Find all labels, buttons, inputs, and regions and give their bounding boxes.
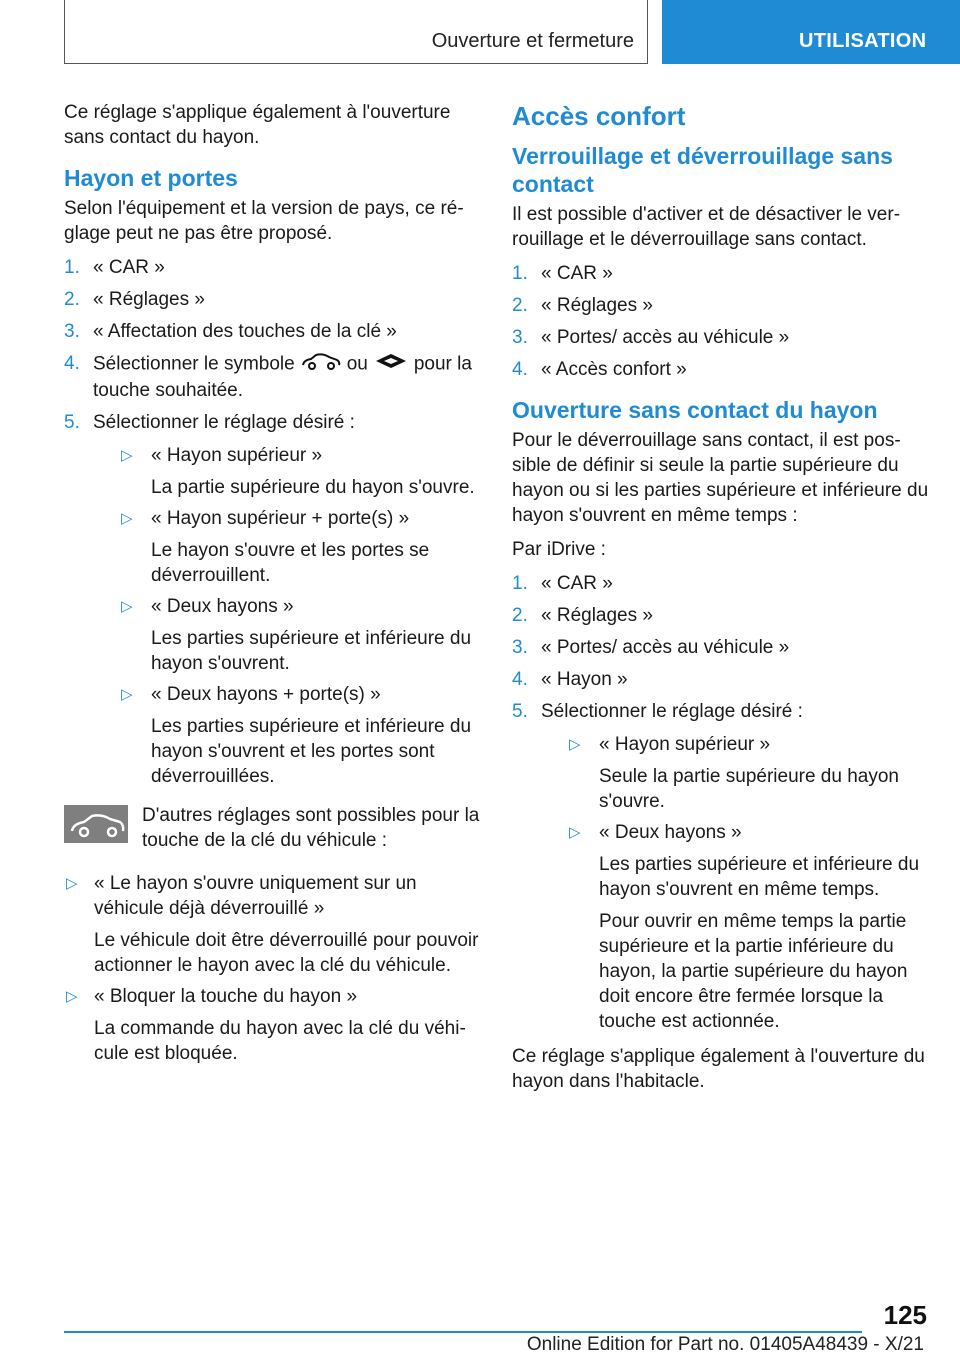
- ouverture-desc: Pour le déverrouillage sans contact, il est possible de définir si seule la partie supérieure du hayon ou si les parties supérieure et inférieure du hayon s'ouvrent en même temps :: [512, 430, 929, 526]
- step-number: 2.: [512, 605, 528, 626]
- step-text: « Accès confort »: [541, 359, 687, 380]
- step-number: 3.: [64, 321, 80, 342]
- option-desc-extra: Pour ouvrir en même temps la partie supérieure et la partie inférieure du hayon, la partie supérieure du hayon doit encore être fermée lorsque la touche est actionnée.: [599, 911, 908, 1032]
- step-item: [512, 357, 930, 382]
- step-item: [512, 603, 930, 628]
- option-item: [64, 984, 482, 1066]
- heading-desc: Selon l'équipement et la version de pays, ce réglage peut ne pas être proposé.: [64, 198, 464, 244]
- triangle-bullet-icon: ▷: [569, 824, 581, 841]
- footer-edition: Online Edition for Part no. 01405A48439 - X/21: [526, 1334, 924, 1355]
- step-item: [64, 319, 482, 344]
- step-item: [512, 571, 930, 596]
- step-text: « Portes/ accès au véhicule »: [541, 637, 790, 658]
- steps-list-2: [512, 571, 930, 1034]
- step-number: 1.: [64, 257, 80, 278]
- closing-text: Ce réglage s'applique également à l'ouverture du hayon dans l'habitacle.: [512, 1046, 925, 1092]
- step-item: [512, 667, 930, 692]
- option-item: [93, 443, 482, 500]
- step-number: 3.: [512, 327, 528, 348]
- steps-list: [64, 255, 482, 789]
- triangle-bullet-icon: ▷: [569, 736, 581, 753]
- step-number: 1.: [512, 573, 528, 594]
- page-number: 125: [883, 1300, 927, 1330]
- option-desc: Les parties supérieure et inférieure du hayon s'ouvrent.: [151, 628, 472, 674]
- intro-text: Ce réglage s'applique également à l'ouverture sans contact du hayon.: [64, 102, 451, 148]
- car-info-icon: [64, 805, 128, 843]
- step-text: « Affectation des touches de la clé »: [93, 321, 397, 342]
- header-tab-label: UTILISATION: [799, 30, 927, 52]
- step-text: Sélectionner le symbole: [93, 353, 295, 375]
- step-text: « CAR »: [93, 257, 165, 278]
- option-item: [541, 732, 930, 814]
- option-title: « Hayon supérieur »: [599, 734, 771, 755]
- step-item: [512, 325, 930, 350]
- footer-divider: [64, 1331, 862, 1333]
- step-text: « Réglages »: [541, 295, 653, 316]
- step-text-or: ou: [346, 353, 368, 375]
- option-desc: Seule la partie supérieure du hayon s'ouvre.: [599, 766, 899, 812]
- step-item: [512, 293, 930, 318]
- option-title: « Hayon supérieur + porte(s) »: [151, 508, 410, 529]
- option-item: [93, 594, 482, 676]
- option-title: « Deux hayons »: [599, 822, 742, 843]
- option-desc: Les parties supérieure et inférieure du hayon s'ouvrent en même temps.: [599, 854, 920, 900]
- verrouillage-desc: Il est possible d'activer et de désactiver le verrouillage et le déverrouillage sans contact.: [512, 204, 901, 250]
- option-desc: La commande du hayon avec la clé du véhicule est bloquée.: [94, 1018, 466, 1064]
- step-item: [64, 410, 482, 789]
- step-number: 2.: [64, 289, 80, 310]
- step-text: « Portes/ accès au véhicule »: [541, 327, 790, 348]
- step-number: 3.: [512, 637, 528, 658]
- option-desc: Les parties supérieure et inférieure du hayon s'ouvrent et les portes sont déverrouillées.: [151, 716, 472, 787]
- option-desc: Le hayon s'ouvre et les portes se déverrouillent.: [151, 540, 430, 586]
- via-idrive: Par iDrive :: [512, 539, 606, 560]
- steps-list-1: [512, 261, 930, 382]
- triangle-bullet-icon: ▷: [121, 598, 133, 615]
- header-tab: [662, 0, 960, 64]
- option-item: [64, 871, 482, 978]
- step-text: Sélectionner le réglage désiré :: [541, 701, 803, 722]
- step-item: [64, 351, 482, 403]
- heading-ouverture-hayon: Ouverture sans contact du hayon: [512, 397, 878, 423]
- step-text: « CAR »: [541, 573, 613, 594]
- triangle-bullet-icon: ▷: [66, 875, 78, 892]
- step-item: [512, 635, 930, 660]
- step-text: « CAR »: [541, 263, 613, 284]
- option-item: [93, 506, 482, 588]
- options-list: [93, 443, 482, 789]
- triangle-bullet-icon: ▷: [66, 988, 78, 1005]
- step-text-end: pour la touche souhaitée.: [93, 353, 472, 401]
- triangle-bullet-icon: ▷: [121, 686, 133, 703]
- step-item: [512, 699, 930, 1034]
- option-desc: Le véhicule doit être déverrouillé pour pouvoir actionner le hayon avec la clé du véhicule.: [94, 930, 479, 976]
- triangle-bullet-icon: ▷: [121, 447, 133, 464]
- option-title: « Bloquer la touche du hayon »: [94, 986, 358, 1007]
- option-item: [93, 682, 482, 789]
- options-list: [541, 732, 930, 1034]
- step-number: 4.: [64, 353, 80, 374]
- key-button-icon: [374, 352, 408, 377]
- option-title: « Le hayon s'ouvre uniquement sur un véhicule déjà déverrouillé »: [94, 873, 417, 919]
- note-text: D'autres réglages sont possibles pour la touche de la clé du véhicule :: [142, 805, 480, 851]
- option-title: « Deux hayons »: [151, 596, 294, 617]
- step-number: 4.: [512, 669, 528, 690]
- step-number: 5.: [512, 701, 528, 722]
- heading-acces-confort: Accès confort: [512, 101, 686, 131]
- note-block: [64, 803, 482, 853]
- option-title: « Deux hayons + porte(s) »: [151, 684, 381, 705]
- step-text: « Réglages »: [541, 605, 653, 626]
- left-column: [64, 100, 482, 1072]
- car-side-icon: [301, 351, 341, 378]
- step-text: « Hayon »: [541, 669, 628, 690]
- step-text: Sélectionner le réglage désiré :: [93, 412, 355, 433]
- extra-options-list: [64, 871, 482, 1066]
- step-number: 5.: [64, 412, 80, 433]
- step-item: [64, 255, 482, 280]
- step-number: 1.: [512, 263, 528, 284]
- option-desc: La partie supérieure du hayon s'ouvre.: [151, 477, 475, 498]
- header-section-title: Ouverture et fermeture: [431, 30, 634, 52]
- step-item: [512, 261, 930, 286]
- triangle-bullet-icon: ▷: [121, 510, 133, 527]
- right-column: [512, 100, 930, 1103]
- heading-hayon-portes: Hayon et portes: [64, 165, 238, 191]
- step-number: 4.: [512, 359, 528, 380]
- option-item: [541, 820, 930, 1034]
- step-number: 2.: [512, 295, 528, 316]
- step-item: [64, 287, 482, 312]
- option-title: « Hayon supérieur »: [151, 445, 323, 466]
- heading-verrouillage: Verrouillage et déverrouillage sans contact: [512, 143, 893, 197]
- step-text: « Réglages »: [93, 289, 205, 310]
